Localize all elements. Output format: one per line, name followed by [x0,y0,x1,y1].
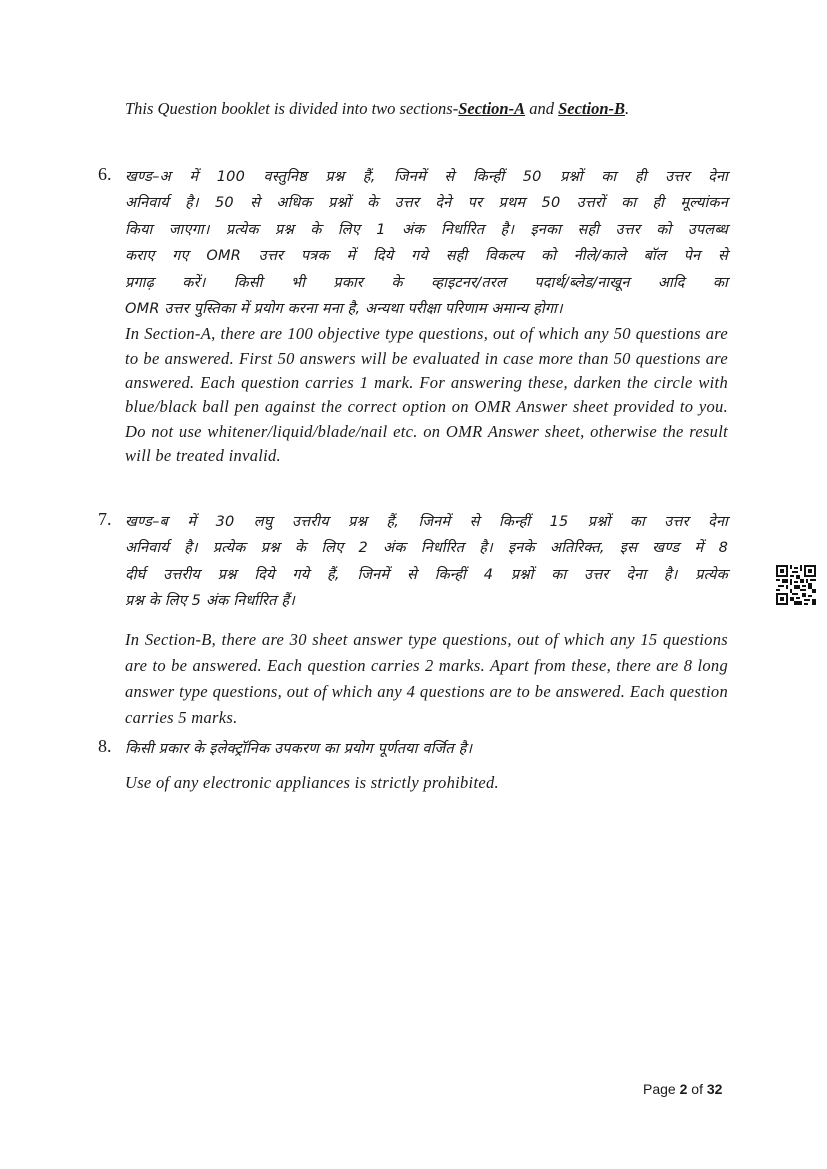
hindi-line: किसी प्रकार के इलेक्ट्रॉनिक उपकरण का प्रयोग पूर्णतया वर्जित है। [125,741,473,757]
page-current: 2 [679,1081,688,1097]
page-label: Page [643,1081,676,1097]
hindi-line: अनिवार्य है। 50 से अधिक प्रश्नों के उत्तर देने पर प्रथम 50 उत्तरों का ही मूल्यांकन [125,195,728,212]
instruction-6 [98,164,728,468]
hindi-line: कराए गए OMR उत्तर पत्रक में दिये गये सही विकल्प को नीले/काले बॉल पेन से [125,248,728,265]
hindi-line: दीर्घ उत्तरीय प्रश्न दिये गये हैं, जिनमें से किन्हीं 4 प्रश्नों का उत्तर देना है। प्रत्येक [125,566,728,583]
hindi-line: प्रश्न के लिए 5 अंक निर्धारित हैं। [125,593,295,610]
intro-suffix: . [625,99,630,118]
intro-and: and [525,99,559,118]
instruction-7 [98,509,728,731]
english-paragraph: Use of any electronic appliances is strictly prohibited. [125,773,499,793]
qr-code-icon [776,565,816,605]
hindi-line: खण्ड–ब में 30 लघु उत्तरीय प्रश्न हैं, जिनमें से किन्हीं 15 प्रश्नों का उत्तर देना [125,514,728,530]
of-label: of [691,1081,703,1097]
page-number [643,1081,722,1097]
hindi-line: अनिवार्य है। प्रत्येक प्रश्न के लिए 2 अंक निर्धारित है। इनके अतिरिक्त, इस खण्ड में 8 [125,540,728,557]
english-paragraph: In Section-B, there are 30 sheet answer type questions, out of which any 15 questions are to be answered. Each question carries 2 marks. Apart from these, there are 8 long answer type questions, out of which any 4 questions are to be answered. Each question carries 5 marks. [125,629,728,727]
instruction-number: 8. [98,736,112,756]
english-paragraph: In Section-A, there are 100 objective type questions, out of which any 50 questions are to be answered. First 50 answers will be evaluated in case more than 50 questions are answered. Each question carries 1 mark. For answering these, darken the circle with blue/black ball pen against the correct option on OMR Answer sheet provided to you. Do not use whitener/liquid/blade/nail etc. on OMR Answer sheet, otherwise the result will be treated invalid. [125,324,728,465]
page-total: 32 [706,1081,723,1097]
hindi-line: प्रगाढ़ करें। किसी भी प्रकार के व्हाइटनर/तरल पदार्थ/ब्लेड/नाखून आदि का [125,274,728,291]
section-a-label: Section-A [458,99,526,118]
instruction-number: 7. [98,509,112,529]
instruction-number: 6. [98,164,112,184]
hindi-line: OMR उत्तर पुस्तिका में प्रयोग करना मना है, अन्यथा परीक्षा परिणाम अमान्य होगा। [125,301,563,318]
intro-line [125,99,735,119]
section-b-label: Section-B [558,99,626,118]
intro-prefix: This Question booklet is divided into two sections- [125,99,459,118]
instruction-8 [98,736,728,796]
hindi-line: खण्ड–अ में 100 वस्तुनिष्ठ प्रश्न हैं, जिनमें से किन्हीं 50 प्रश्नों का ही उत्तर देना [125,169,728,185]
hindi-line: किया जाएगा। प्रत्येक प्रश्न के लिए 1 अंक निर्धारित है। इनका सही उत्तर को उपलब्ध [125,221,728,238]
